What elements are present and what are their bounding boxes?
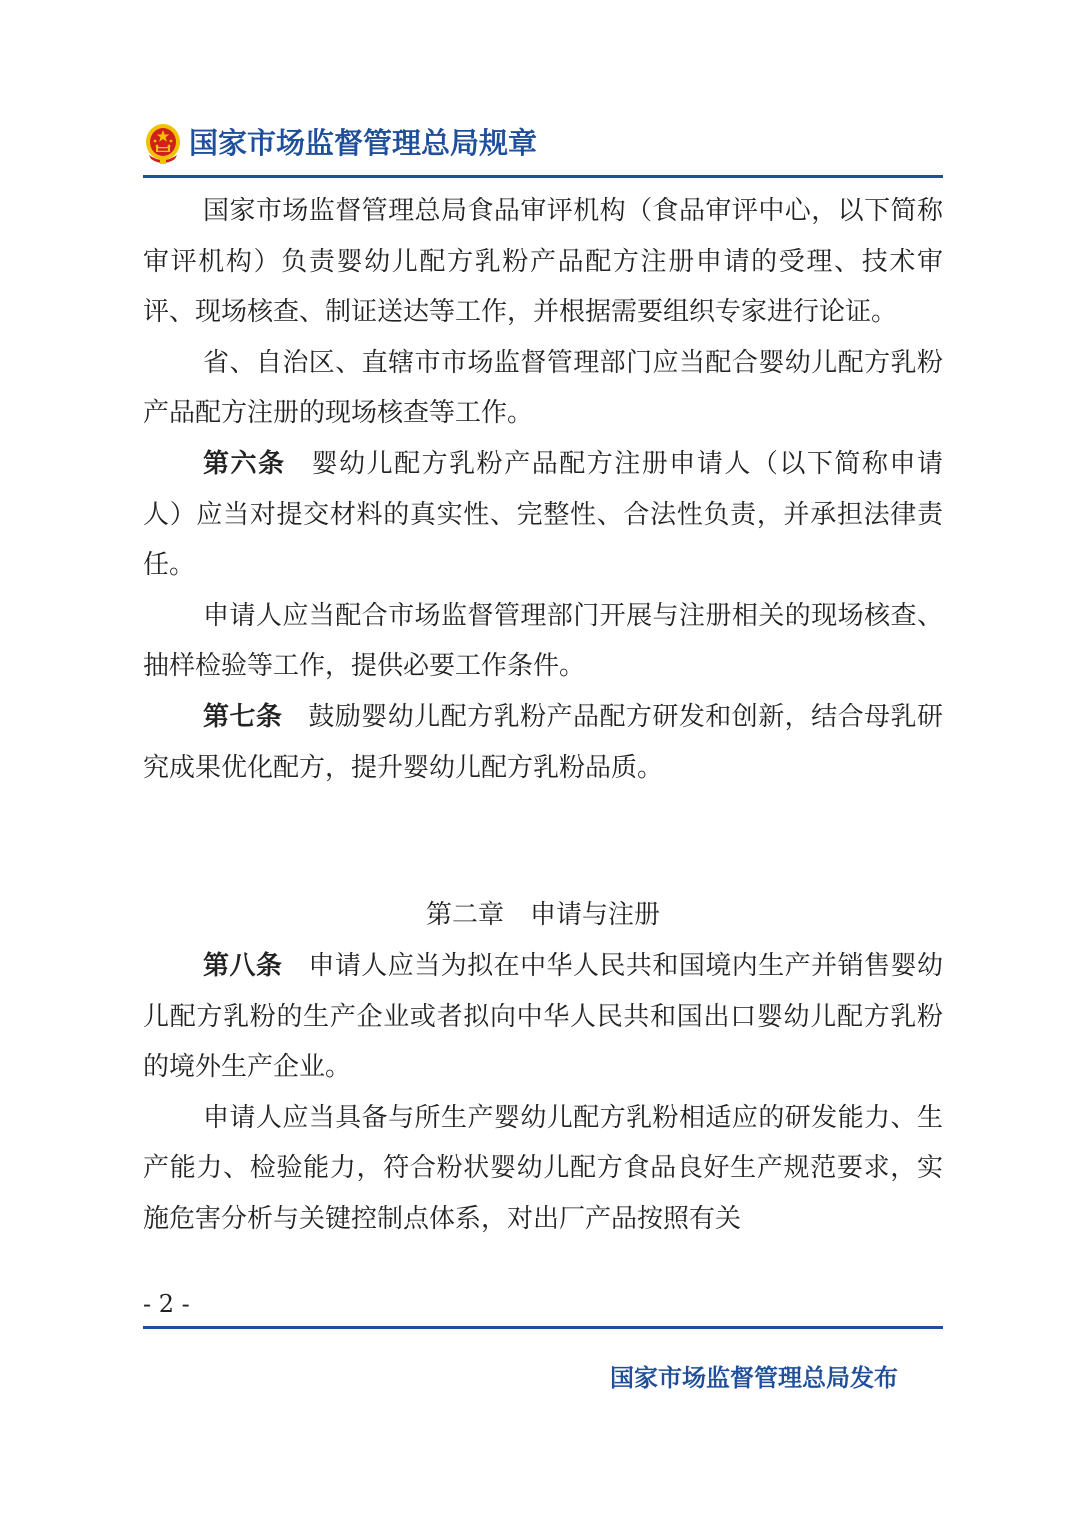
article-paragraph <box>143 692 943 793</box>
paragraph-text: 国家市场监督管理总局食品审评机构（食品审评中心，以下简称审评机构）负责婴幼儿配方乳粉产品配方注册申请的受理、技术审评、现场核查、制证送达等工作，并根据需要组织专家进行论证。 <box>143 196 943 328</box>
footer-publisher: 国家市场监督管理总局发布 <box>610 1364 898 1392</box>
regulation-body <box>143 186 943 793</box>
paragraph-text: 申请人应当为拟在中华人民共和国境内生产并销售婴幼儿配方乳粉的生产企业或者拟向中华人民共和国出口婴幼儿配方乳粉的境外生产企业。 <box>143 951 943 1083</box>
article-paragraph <box>143 941 943 1093</box>
chapter-heading <box>143 896 943 934</box>
regulation-body-continued <box>143 941 943 1245</box>
paragraph-text: 婴幼儿配方乳粉产品配方注册申请人（以下简称申请人）应当对提交材料的真实性、完整性、合法性负责，并承担法律责任。 <box>143 448 943 581</box>
national-emblem-icon <box>143 121 183 165</box>
chapter-number: 第二章 <box>425 900 504 930</box>
article-number: 第七条 <box>203 701 283 732</box>
header-divider <box>143 175 943 178</box>
paragraph-text: 申请人应当配合市场监督管理部门开展与注册相关的现场核查、抽样检验等工作，提供必要工作条件。 <box>143 600 943 682</box>
paragraph-text: 鼓励婴幼儿配方乳粉产品配方研发和创新，结合母乳研究成果优化配方，提升婴幼儿配方乳粉品质。 <box>143 701 943 783</box>
document-header <box>143 118 537 168</box>
paragraph <box>143 591 943 692</box>
footer-divider <box>143 1326 943 1329</box>
article-paragraph <box>143 439 943 591</box>
article-number: 第六条 <box>203 448 286 479</box>
header-title: 国家市场监督管理总局规章 <box>189 125 538 160</box>
page-number: - 2 - <box>143 1290 190 1318</box>
chapter-title: 申请与注册 <box>530 900 661 930</box>
paragraph-text: 申请人应当具备与所生产婴幼儿配方乳粉相适应的研发能力、生产能力、检验能力，符合粉状婴幼儿配方食品良好生产规范要求，实施危害分析与关键控制点体系，对出厂产品按照有关 <box>143 1102 943 1234</box>
paragraph <box>143 338 943 439</box>
paragraph-text: 省、自治区、直辖市市场监督管理部门应当配合婴幼儿配方乳粉产品配方注册的现场核查等工作。 <box>143 347 943 429</box>
paragraph <box>143 186 943 338</box>
article-number: 第八条 <box>203 951 283 981</box>
paragraph <box>143 1093 943 1245</box>
